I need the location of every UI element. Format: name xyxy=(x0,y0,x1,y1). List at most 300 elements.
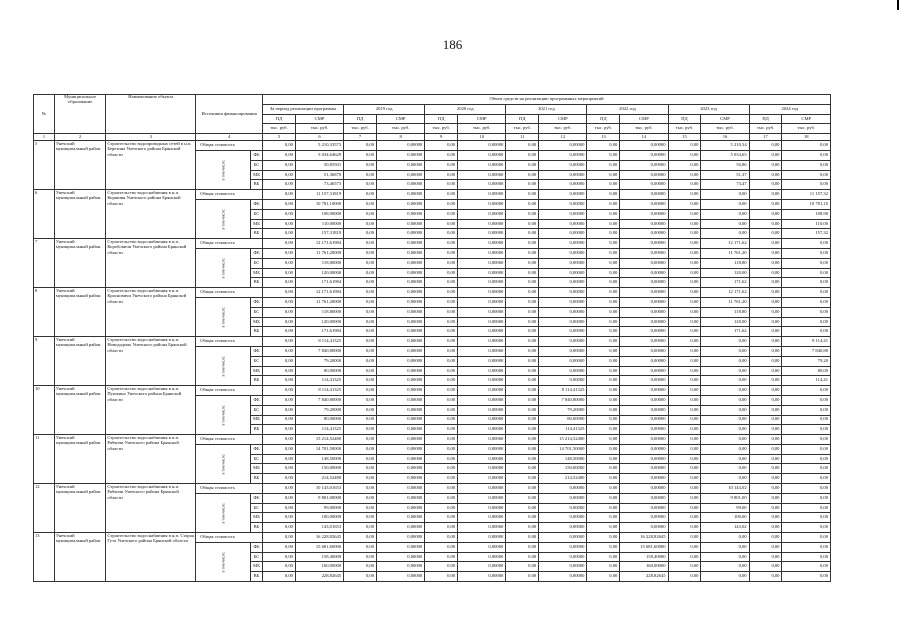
row-value: 120,00000 xyxy=(295,317,343,327)
row-value: 0,00 xyxy=(701,346,749,356)
row-value: 0,00 xyxy=(263,160,296,170)
row-value: 0,00 xyxy=(263,327,296,337)
row-value: 0,00 xyxy=(506,533,539,543)
row-value: 0,00 xyxy=(263,474,296,484)
row-value: 0,00000 xyxy=(620,327,668,337)
row-value: 0,00 xyxy=(425,542,458,552)
row-value: 11 157,32 xyxy=(782,190,831,200)
row-value: 0,00 xyxy=(344,190,377,200)
row-value: 0,00 xyxy=(587,376,620,386)
row-value: 0,00 xyxy=(749,327,782,337)
row-value: 0,00 xyxy=(344,356,377,366)
table-row xyxy=(34,386,831,396)
row-value: 0,00000 xyxy=(377,513,425,523)
row-value: 0,00000 xyxy=(620,239,668,249)
row-number: 9 xyxy=(34,337,55,386)
row-value: 157,32 xyxy=(782,229,831,239)
row-value: 7 840,80 xyxy=(782,346,831,356)
row-value: 0,00000 xyxy=(620,219,668,229)
row-value: 7 840,80000 xyxy=(295,395,343,405)
row-value: 0,00 xyxy=(344,503,377,513)
row-value: 118,80000 xyxy=(295,258,343,268)
row-source-total: Общая стоимость xyxy=(196,337,263,347)
row-value: 0,00000 xyxy=(458,542,506,552)
row-value: 0,00 xyxy=(749,278,782,288)
row-value: 0,00 xyxy=(749,552,782,562)
row-value: 0,00000 xyxy=(539,209,587,219)
row-value: 0,00 xyxy=(749,346,782,356)
row-value: 0,00000 xyxy=(458,405,506,415)
row-value: 158,40000 xyxy=(295,552,343,562)
row-value: 0,00 xyxy=(749,464,782,474)
row-value: 0,00 xyxy=(701,386,749,396)
column-index: 17 xyxy=(749,134,782,141)
row-value: 0,00 xyxy=(263,170,296,180)
row-value: 150,00000 xyxy=(539,464,587,474)
row-value: 0,00000 xyxy=(377,386,425,396)
row-value: 0,00 xyxy=(668,533,701,543)
row-value: 0,00 xyxy=(425,239,458,249)
header-smr: СМР xyxy=(701,114,749,124)
row-value: 9 801,00000 xyxy=(295,493,343,503)
header-smr: СМР xyxy=(539,114,587,124)
row-object: Строительство водоснабжения в н.п. Рябчичи Унечского района Брянской области xyxy=(106,435,196,484)
table-row xyxy=(34,484,831,494)
row-value: 0,00000 xyxy=(539,288,587,298)
row-value: 100,00 xyxy=(701,513,749,523)
row-value: 0,00 xyxy=(506,356,539,366)
row-value: 0,00000 xyxy=(539,533,587,543)
row-value: 0,00000 xyxy=(458,248,506,258)
row-value: 0,00 xyxy=(701,425,749,435)
row-value: 118,80 xyxy=(701,258,749,268)
row-value: 0,00000 xyxy=(458,160,506,170)
row-value: 0,00 xyxy=(701,454,749,464)
row-value: 0,00 xyxy=(263,444,296,454)
financing-table xyxy=(33,94,831,582)
row-value: 79,20000 xyxy=(295,356,343,366)
row-value: 0,00000 xyxy=(377,474,425,484)
row-value: 0,00 xyxy=(782,533,831,543)
row-value: 0,00000 xyxy=(620,288,668,298)
row-value: 0,00 xyxy=(263,288,296,298)
row-value: 0,00 xyxy=(749,180,782,190)
row-value: 0,00 xyxy=(344,180,377,190)
header-pd: ПД xyxy=(668,114,701,124)
in-that-number-label xyxy=(196,395,251,434)
row-value: 0,00000 xyxy=(539,239,587,249)
row-value: 0,00000 xyxy=(539,150,587,160)
row-value: 0,00 xyxy=(263,346,296,356)
row-source: МБ xyxy=(251,317,263,327)
row-value: 0,00 xyxy=(587,386,620,396)
row-source: ВБ xyxy=(251,180,263,190)
row-value: 0,00000 xyxy=(620,513,668,523)
row-value: 0,00 xyxy=(668,366,701,376)
row-value: 0,00 xyxy=(668,454,701,464)
row-source: ФБ xyxy=(251,150,263,160)
row-number: 11 xyxy=(34,435,55,484)
row-value: 0,00 xyxy=(425,435,458,445)
row-value: 0,00 xyxy=(587,523,620,533)
row-value: 15 214,52480 xyxy=(295,435,343,445)
row-value: 0,00 xyxy=(668,376,701,386)
row-value: 0,00000 xyxy=(620,484,668,494)
row-value: 0,00 xyxy=(701,464,749,474)
row-value: 0,00 xyxy=(668,474,701,484)
table-header xyxy=(34,95,831,141)
in-that-number-label xyxy=(196,248,251,287)
in-that-number-text: в том числе: xyxy=(220,159,226,181)
row-value: 80,00000 xyxy=(295,366,343,376)
row-value: 0,00000 xyxy=(620,444,668,454)
row-source: ВБ xyxy=(251,229,263,239)
row-value: 0,00000 xyxy=(377,405,425,415)
row-value: 0,00 xyxy=(782,288,831,298)
row-value: 0,00 xyxy=(344,435,377,445)
column-index: 11 xyxy=(506,134,539,141)
row-value: 0,00 xyxy=(425,366,458,376)
header-year-3: 2022 год xyxy=(587,104,668,114)
row-municipality: Унечский муниципальный район xyxy=(54,288,106,337)
row-value: 0,00000 xyxy=(620,464,668,474)
in-that-number-text: в том числе: xyxy=(220,502,226,524)
row-value: 0,00 xyxy=(782,180,831,190)
row-value: 0,00 xyxy=(587,209,620,219)
row-value: 0,00 xyxy=(344,209,377,219)
row-source-total: Общая стоимость xyxy=(196,484,263,494)
in-that-number-label xyxy=(196,444,251,483)
row-value: 0,00000 xyxy=(377,268,425,278)
row-value: 0,00000 xyxy=(620,337,668,347)
row-value: 12 171,61984 xyxy=(295,288,343,298)
row-value: 0,00 xyxy=(506,493,539,503)
row-value: 0,00000 xyxy=(458,288,506,298)
row-value: 0,00 xyxy=(344,248,377,258)
row-value: 0,00 xyxy=(749,258,782,268)
table-row xyxy=(34,533,831,543)
row-value: 114,41325 xyxy=(295,376,343,386)
header-unit: тыс. руб. xyxy=(377,124,425,134)
row-value: 0,00 xyxy=(425,444,458,454)
row-value: 51,36870 xyxy=(295,170,343,180)
row-source: МБ xyxy=(251,219,263,229)
row-value: 171,62 xyxy=(701,327,749,337)
row-value: 14 701,50000 xyxy=(539,444,587,454)
row-value: 0,00 xyxy=(344,376,377,386)
row-value: 0,00 xyxy=(701,219,749,229)
table-row xyxy=(34,435,831,445)
row-value: 0,00 xyxy=(587,503,620,513)
row-value: 0,00000 xyxy=(620,160,668,170)
row-value: 15 681,60000 xyxy=(295,542,343,552)
row-value: 0,00 xyxy=(587,317,620,327)
row-value: 0,00 xyxy=(668,542,701,552)
row-value: 120,00 xyxy=(701,268,749,278)
row-value: 0,00 xyxy=(425,533,458,543)
in-that-number-text: в том числе: xyxy=(220,306,226,328)
header-pd: ПД xyxy=(587,114,620,124)
header-object: Наименование объекта xyxy=(106,95,196,134)
row-value: 0,00000 xyxy=(377,239,425,249)
row-value: 143,02 xyxy=(701,523,749,533)
row-value: 0,00 xyxy=(749,562,782,572)
row-value: 0,00 xyxy=(701,199,749,209)
row-value: 0,00 xyxy=(782,258,831,268)
row-value: 0,00 xyxy=(425,209,458,219)
in-that-number-label xyxy=(196,199,251,238)
row-value: 0,00000 xyxy=(458,386,506,396)
column-index: 2 xyxy=(54,134,106,141)
row-value: 0,00 xyxy=(263,533,296,543)
row-value: 0,00 xyxy=(344,533,377,543)
row-source: ВБ xyxy=(251,425,263,435)
row-value: 8 114,41325 xyxy=(295,337,343,347)
row-source: БС xyxy=(251,160,263,170)
row-value: 0,00 xyxy=(668,248,701,258)
row-value: 0,00 xyxy=(506,317,539,327)
row-value: 0,00 xyxy=(263,239,296,249)
header-volume: Объем средств на реализацию программных мероприятий xyxy=(263,95,831,105)
row-value: 0,00000 xyxy=(377,562,425,572)
column-index: 7 xyxy=(344,134,377,141)
row-value: 160,00000 xyxy=(620,562,668,572)
row-value: 0,00000 xyxy=(458,562,506,572)
row-value: 0,00 xyxy=(263,572,296,582)
row-value: 14 701,50000 xyxy=(295,444,343,454)
row-value: 11 761,20000 xyxy=(295,297,343,307)
row-value: 0,00000 xyxy=(377,523,425,533)
row-value: 0,00 xyxy=(263,395,296,405)
row-value: 0,00 xyxy=(782,160,831,170)
row-value: 0,00000 xyxy=(377,464,425,474)
row-value: 80,00000 xyxy=(295,415,343,425)
row-value: 79,20000 xyxy=(295,405,343,415)
row-value: 0,00 xyxy=(425,180,458,190)
header-source: Источники финансирования xyxy=(196,95,263,134)
row-value: 0,00 xyxy=(263,386,296,396)
row-value: 0,00 xyxy=(749,239,782,249)
row-value: 0,00 xyxy=(344,474,377,484)
row-value: 0,00000 xyxy=(620,454,668,464)
row-value: 108,90000 xyxy=(295,209,343,219)
row-value: 8 114,41325 xyxy=(295,386,343,396)
row-value: 0,00 xyxy=(263,513,296,523)
row-value: 0,00000 xyxy=(458,493,506,503)
row-value: 0,00000 xyxy=(539,346,587,356)
row-value: 0,00 xyxy=(344,415,377,425)
row-source: ВБ xyxy=(251,572,263,582)
row-value: 0,00 xyxy=(668,141,701,151)
row-value: 0,00 xyxy=(263,425,296,435)
row-value: 0,00 xyxy=(587,248,620,258)
row-source: БС xyxy=(251,307,263,317)
header-unit: тыс. руб. xyxy=(701,124,749,134)
row-value: 0,00 xyxy=(701,533,749,543)
row-value: 0,00 xyxy=(344,386,377,396)
row-value: 79,20 xyxy=(782,356,831,366)
row-number: 8 xyxy=(34,288,55,337)
row-source: ФБ xyxy=(251,346,263,356)
row-value: 0,00 xyxy=(506,209,539,219)
row-value: 0,00 xyxy=(506,366,539,376)
row-value: 0,00 xyxy=(749,572,782,582)
row-value: 0,00 xyxy=(425,562,458,572)
row-value: 0,00 xyxy=(782,454,831,464)
row-value: 0,00 xyxy=(668,425,701,435)
row-value: 0,00000 xyxy=(458,141,506,151)
row-value: 0,00 xyxy=(668,317,701,327)
table-body xyxy=(34,141,831,582)
row-value: 0,00 xyxy=(749,415,782,425)
row-value: 0,00 xyxy=(749,484,782,494)
row-value: 0,00000 xyxy=(458,180,506,190)
row-value: 0,00000 xyxy=(458,297,506,307)
row-source-total: Общая стоимость xyxy=(196,533,263,543)
row-value: 0,00 xyxy=(782,435,831,445)
row-value: 0,00000 xyxy=(539,268,587,278)
row-value: 0,00000 xyxy=(620,435,668,445)
row-value: 0,00 xyxy=(701,209,749,219)
row-value: 0,00 xyxy=(506,150,539,160)
row-value: 0,00 xyxy=(668,268,701,278)
row-source: БС xyxy=(251,503,263,513)
row-value: 0,00000 xyxy=(458,474,506,484)
row-value: 0,00000 xyxy=(620,258,668,268)
row-value: 0,00 xyxy=(506,258,539,268)
in-that-number-label xyxy=(196,346,251,385)
row-value: 0,00 xyxy=(749,533,782,543)
row-value: 0,00 xyxy=(749,366,782,376)
row-value: 0,00 xyxy=(701,366,749,376)
row-value: 0,00 xyxy=(263,219,296,229)
row-value: 0,00 xyxy=(587,150,620,160)
row-value: 0,00 xyxy=(668,180,701,190)
row-value: 0,00 xyxy=(668,337,701,347)
column-index: 10 xyxy=(458,134,506,141)
row-value: 0,00 xyxy=(782,523,831,533)
row-value: 157,31819 xyxy=(295,229,343,239)
row-value: 0,00 xyxy=(344,150,377,160)
header-unit: тыс. руб. xyxy=(620,124,668,134)
row-value: 8 114,41 xyxy=(782,337,831,347)
row-value: 0,00000 xyxy=(620,425,668,435)
row-value: 0,00000 xyxy=(458,337,506,347)
in-that-number-label xyxy=(196,150,251,189)
row-value: 228,82645 xyxy=(295,572,343,582)
row-number: 12 xyxy=(34,484,55,533)
row-value: 0,00 xyxy=(425,405,458,415)
row-value: 0,00 xyxy=(263,317,296,327)
column-index: 16 xyxy=(701,134,749,141)
row-value: 0,00 xyxy=(506,425,539,435)
row-value: 0,00000 xyxy=(458,170,506,180)
row-value: 0,00 xyxy=(587,474,620,484)
row-value: 0,00 xyxy=(263,278,296,288)
row-value: 0,00 xyxy=(344,562,377,572)
row-value: 0,00 xyxy=(506,248,539,258)
row-value: 0,00 xyxy=(344,552,377,562)
row-value: 7 840,80000 xyxy=(539,395,587,405)
row-value: 7 840,80000 xyxy=(295,346,343,356)
row-source: ВБ xyxy=(251,474,263,484)
in-that-number-text: в том числе: xyxy=(220,257,226,279)
row-value: 0,00 xyxy=(668,327,701,337)
row-source: БС xyxy=(251,405,263,415)
row-value: 0,00 xyxy=(782,150,831,160)
row-municipality: Унечский муниципальный район xyxy=(54,141,106,190)
row-value: 0,00 xyxy=(782,317,831,327)
row-value: 0,00 xyxy=(782,268,831,278)
row-value: 0,00000 xyxy=(620,474,668,484)
row-value: 0,00 xyxy=(263,562,296,572)
row-value: 5 210,34 xyxy=(701,141,749,151)
row-value: 0,00 xyxy=(749,356,782,366)
row-source-total: Общая стоимость xyxy=(196,435,263,445)
row-value: 0,00 xyxy=(701,190,749,200)
row-value: 0,00 xyxy=(425,493,458,503)
row-value: 0,00 xyxy=(749,425,782,435)
header-smr: СМР xyxy=(377,114,425,124)
row-value: 0,00 xyxy=(749,523,782,533)
header-unit: тыс. руб. xyxy=(749,124,782,134)
row-value: 0,00 xyxy=(506,268,539,278)
row-value: 0,00 xyxy=(701,376,749,386)
row-value: 0,00 xyxy=(701,415,749,425)
row-value: 0,00 xyxy=(749,386,782,396)
row-value: 0,00 xyxy=(587,572,620,582)
row-value: 0,00000 xyxy=(539,219,587,229)
row-value: 0,00 xyxy=(425,356,458,366)
row-source-total: Общая стоимость xyxy=(196,239,263,249)
header-pd: ПД xyxy=(263,114,296,124)
row-value: 0,00 xyxy=(587,425,620,435)
header-unit: тыс. руб. xyxy=(263,124,296,134)
row-source: ФБ xyxy=(251,395,263,405)
row-value: 0,00 xyxy=(263,356,296,366)
row-value: 0,00 xyxy=(263,337,296,347)
row-value: 0,00 xyxy=(749,141,782,151)
row-value: 0,00 xyxy=(263,307,296,317)
row-value: 9 801,00 xyxy=(701,493,749,503)
row-value: 0,00 xyxy=(263,141,296,151)
in-that-number-text: в том числе: xyxy=(220,208,226,230)
row-value: 118,80 xyxy=(701,307,749,317)
row-value: 0,00 xyxy=(263,268,296,278)
row-value: 0,00000 xyxy=(377,170,425,180)
row-value: 0,00 xyxy=(668,219,701,229)
header-unit: тыс. руб. xyxy=(506,124,539,134)
row-source: МБ xyxy=(251,415,263,425)
header-smr: СМР xyxy=(782,114,831,124)
row-value: 0,00 xyxy=(344,288,377,298)
row-value: 0,00 xyxy=(668,239,701,249)
row-value: 0,00000 xyxy=(620,356,668,366)
row-value: 0,00 xyxy=(749,160,782,170)
row-value: 0,00 xyxy=(587,484,620,494)
column-index: 9 xyxy=(425,134,458,141)
row-value: 0,00 xyxy=(344,219,377,229)
row-value: 0,00 xyxy=(506,141,539,151)
row-value: 0,00000 xyxy=(458,395,506,405)
row-value: 0,00000 xyxy=(458,415,506,425)
header-total-period: За период реализации программы xyxy=(263,104,344,114)
row-value: 0,00000 xyxy=(458,376,506,386)
row-value: 0,00 xyxy=(506,474,539,484)
row-value: 0,00 xyxy=(263,258,296,268)
row-value: 0,00000 xyxy=(539,199,587,209)
row-source: МБ xyxy=(251,268,263,278)
